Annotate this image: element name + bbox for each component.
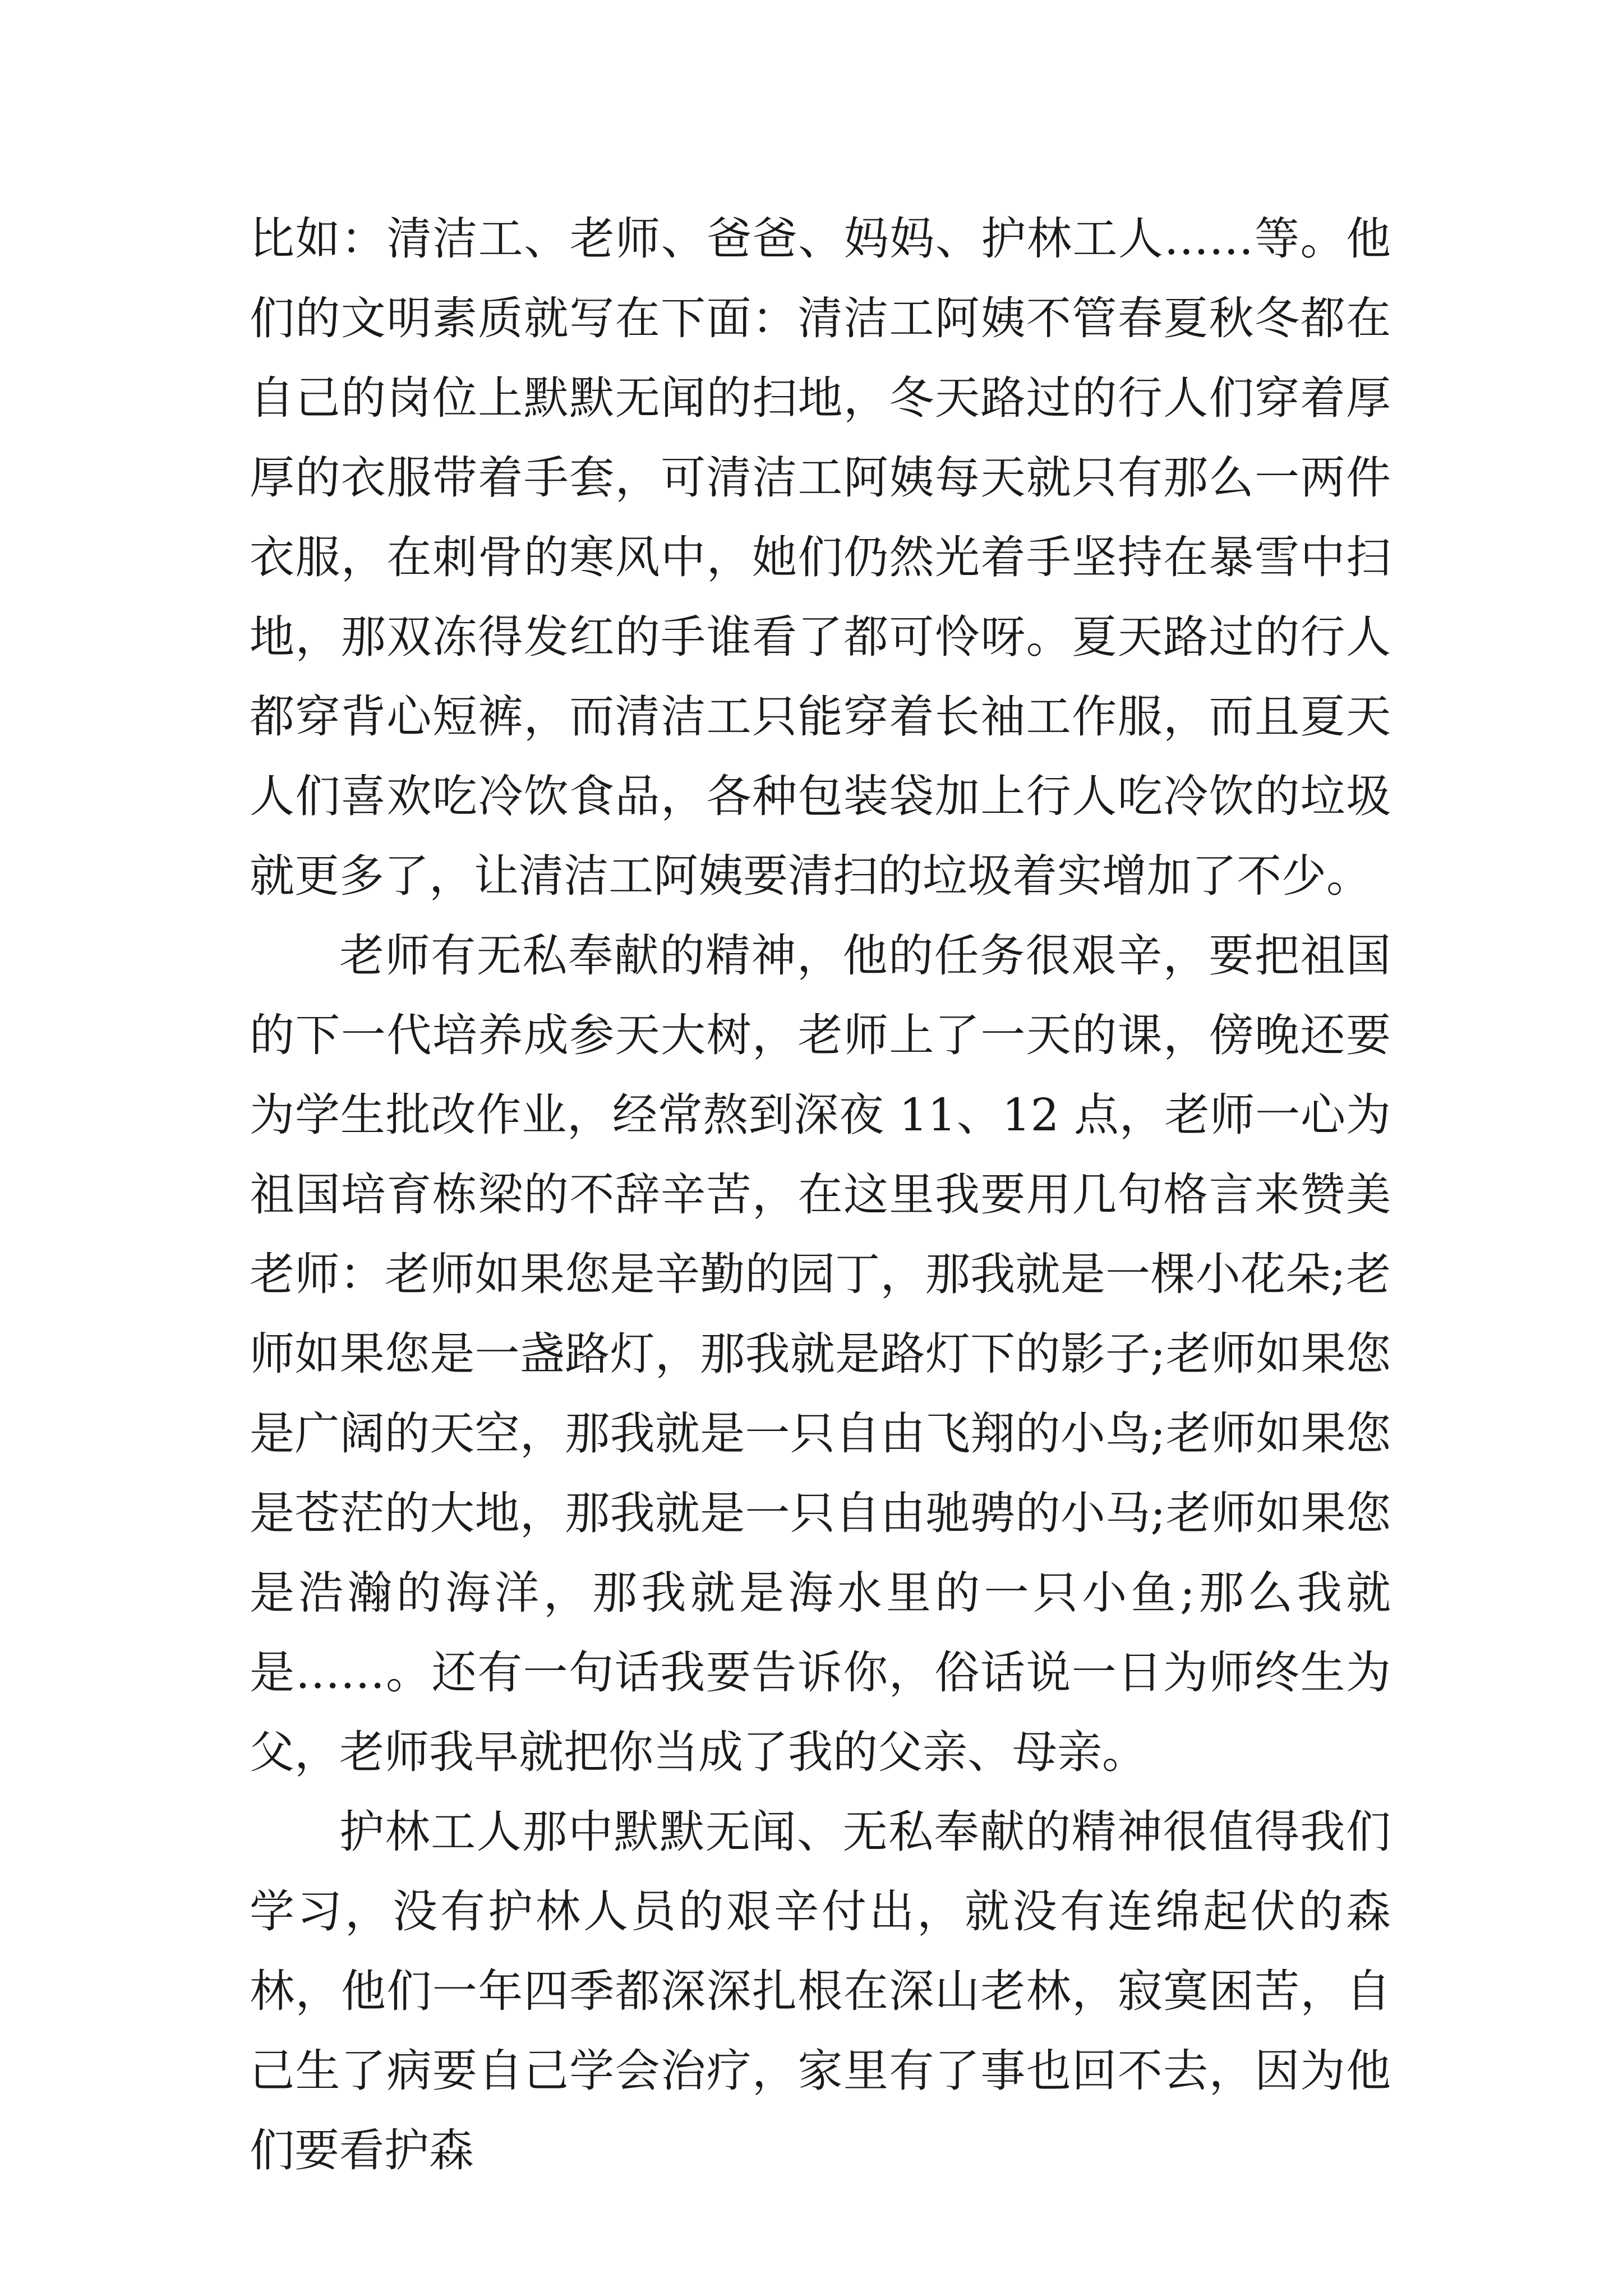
paragraph-teachers: 老师有无私奉献的精神，他的任务很艰辛，要把祖国的下一代培养成参天大树，老师上了一天的课，傍晚还要为学生批改作业，经常熬到深夜 11、12 点，老师一心为祖国培育栋梁的不辞辛苦，在这里我要用几句格言来赞美老师：老师如果您是辛勤的园丁，那我就是一棵小花朵;老师如果您是一盏路灯，那我就是路灯下的影子;老师如果您是广阔的天空，那我就是一只自由飞翔的小鸟;老师如果您是苍茫的大地，那我就是一只自由驰骋的小马;老师如果您是浩瀚的海洋，那我就是海水里的一只小鱼;那么我就是……。还有一句话我要告诉你，俗话说一日为师终生为父，老师我早就把你当成了我的父亲、母亲。	[250, 930, 1391, 1778]
paragraph-cleaners: 比如：清洁工、老师、爸爸、妈妈、护林工人……等。他们的文明素质就写在下面：清洁工阿姨不管春夏秋冬都在自己的岗位上默默无闻的扫地，冬天路过的行人们穿着厚厚的衣服带着手套，可清洁工阿姨每天就只有那么一两件衣服，在刺骨的寒风中，她们仍然光着手坚持在暴雪中扫地，那双冻得发红的手谁看了都可怜呀。夏天路过的行人都穿背心短裤，而清洁工只能穿着长袖工作服，而且夏天人们喜欢吃冷饮食品，各种包装袋加上行人吃冷饮的垃圾就更多了，让清洁工阿姨要清扫的垃圾着实增加了不少。	[250, 213, 1391, 902]
body-text	[250, 199, 1391, 2191]
paragraph-forest-workers: 护林工人那中默默无闻、无私奉献的精神很值得我们学习，没有护林人员的艰辛付出，就没有连绵起伏的森林，他们一年四季都深深扎根在深山老林，寂寞困苦，自己生了病要自己学会治疗，家里有了事也回不去，因为他们要看护森	[250, 1806, 1391, 2177]
